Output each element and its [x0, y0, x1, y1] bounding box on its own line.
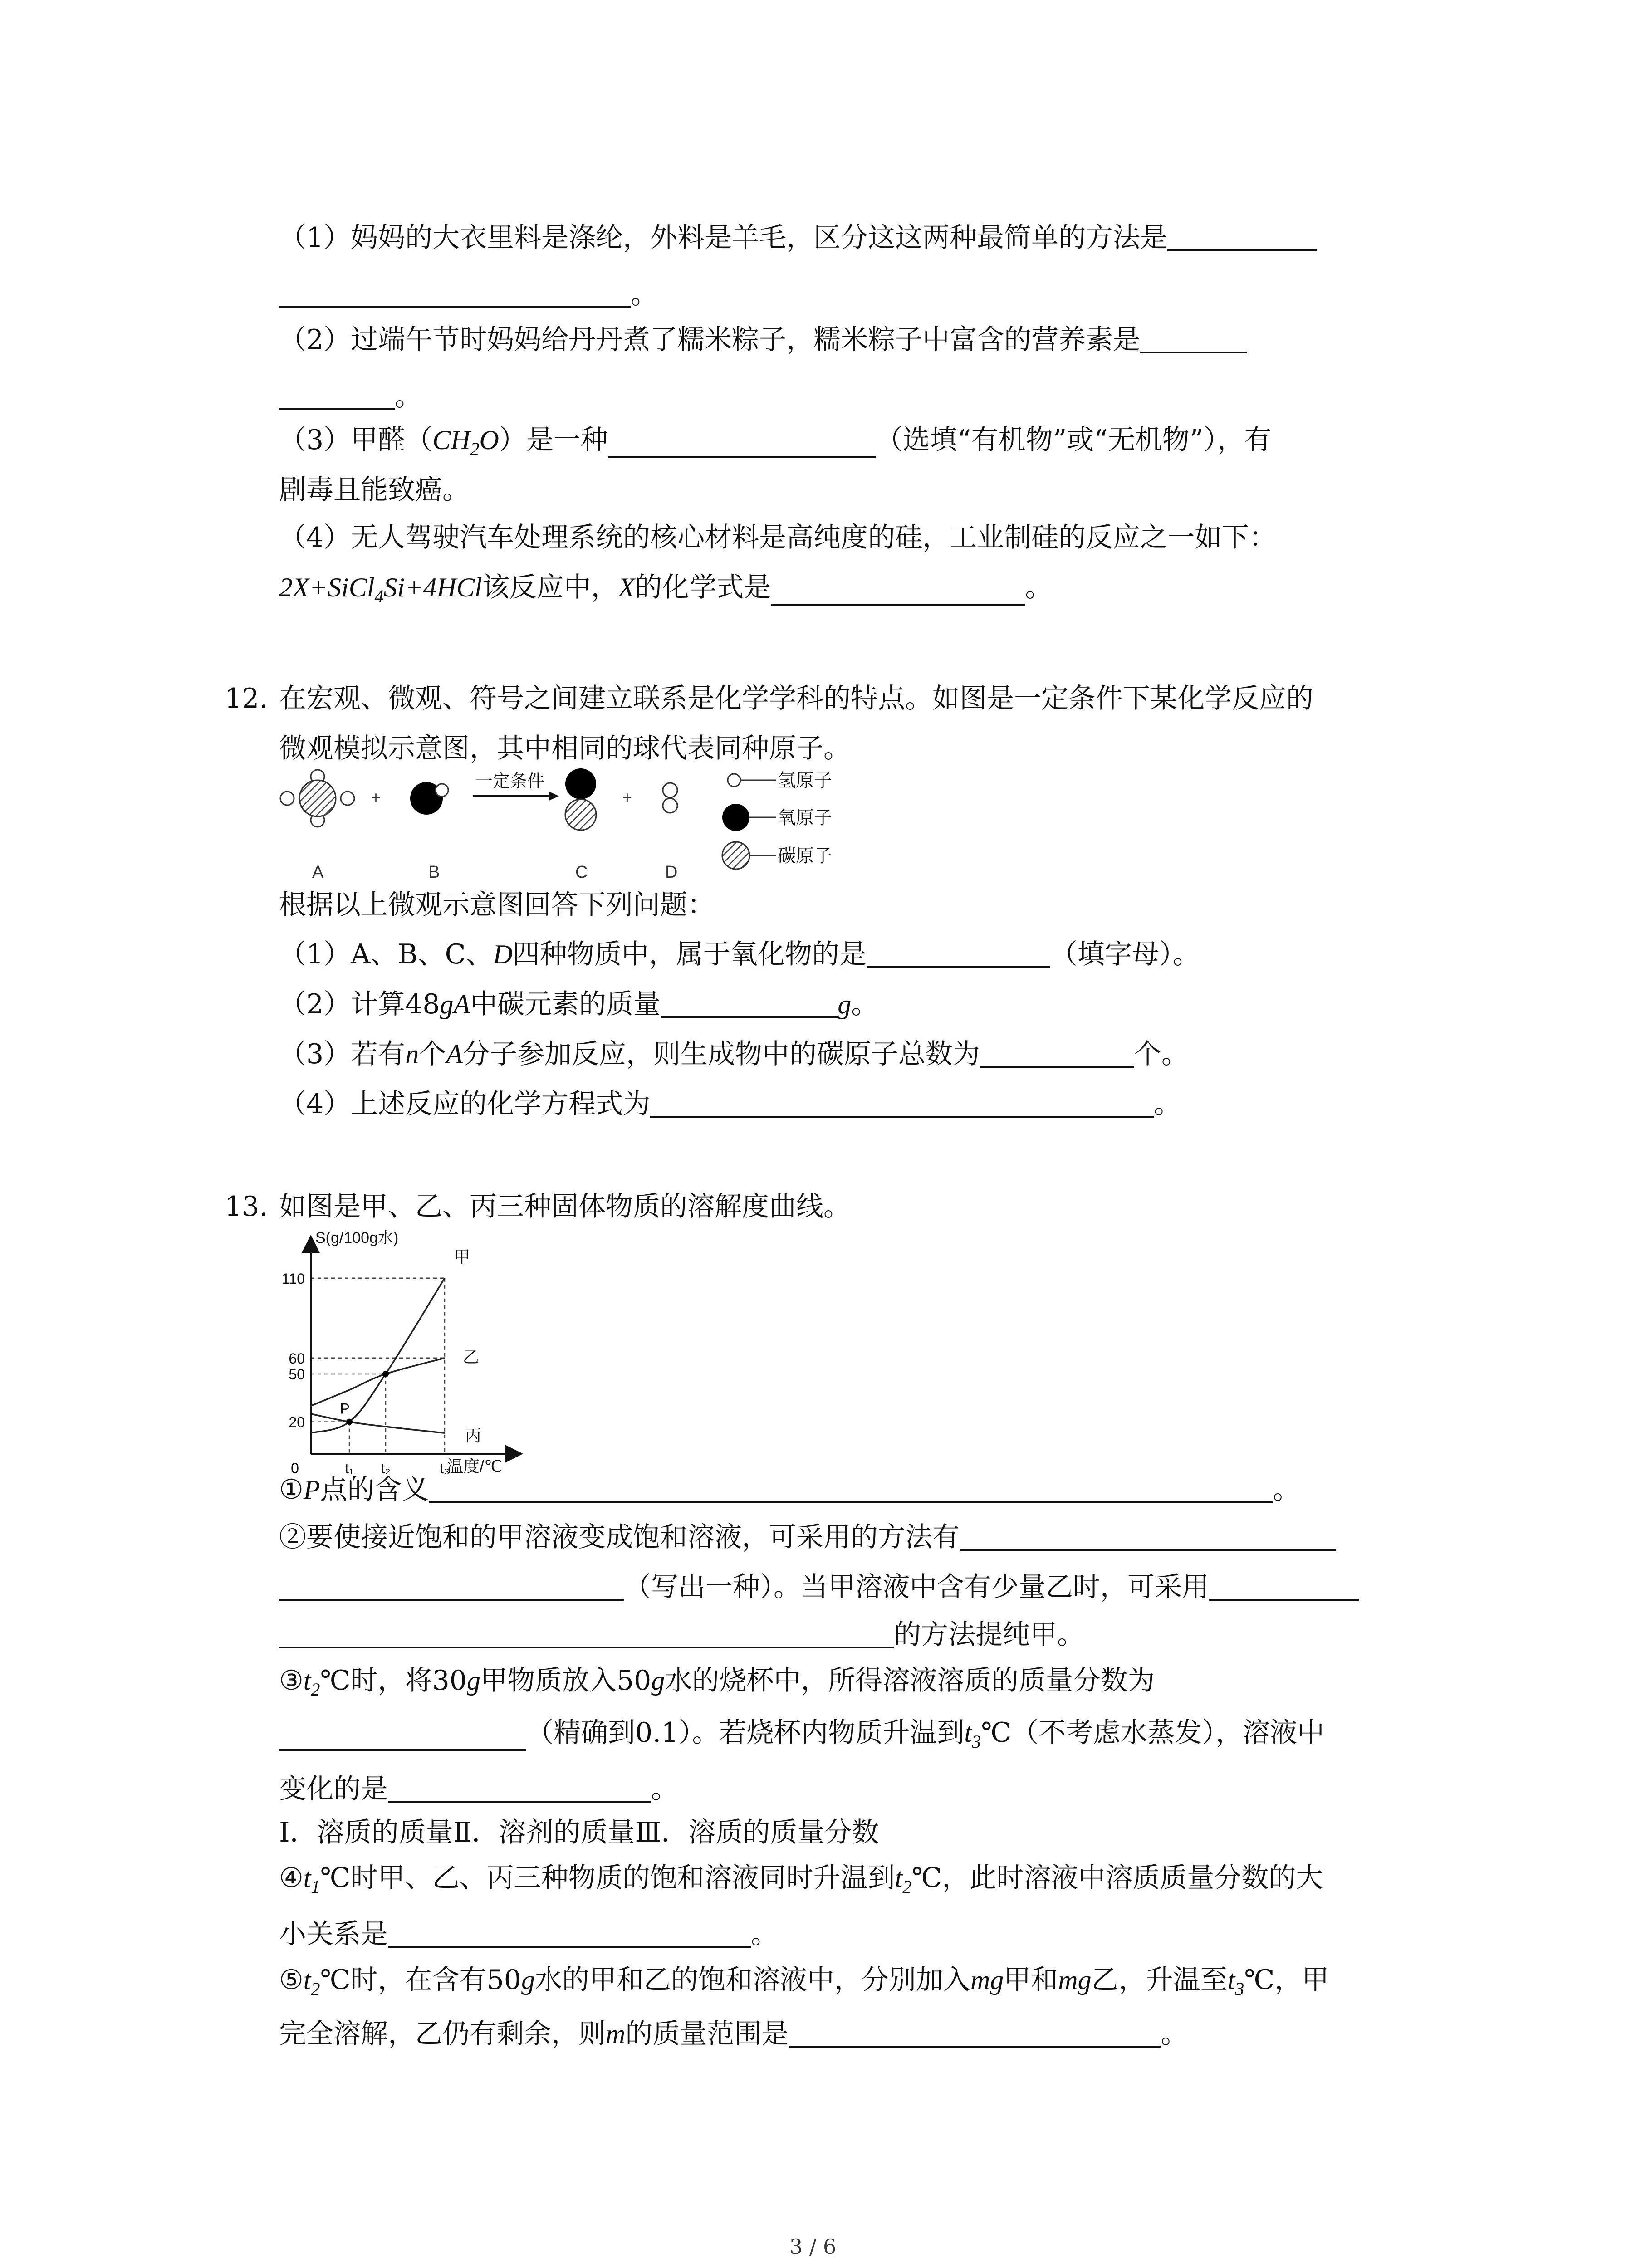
series-line-1 — [311, 1358, 445, 1406]
page-number: 3 / 6 — [789, 2234, 837, 2259]
q11-part2-cont: 。 — [279, 381, 422, 410]
label-b: B — [428, 863, 440, 882]
chart-series — [311, 1247, 481, 1445]
q12-answer-blank-3[interactable] — [980, 1039, 1134, 1068]
y-tick-20: 20 — [289, 1414, 305, 1431]
label-a: A — [312, 863, 324, 882]
solubility-chart — [272, 1229, 535, 1474]
q11-answer-blank-1a[interactable] — [1167, 222, 1317, 251]
x-axis-label: 温度/℃ — [447, 1457, 503, 1474]
reaction-condition: 一定条件 — [475, 772, 545, 791]
q12-part3: （3）若有n个A分子参加反应，则生成物中的碳原子总数为 个。 — [279, 1038, 1189, 1070]
plus-sign-1: + — [371, 788, 381, 807]
q13-sub5-cont: 完全溶解，乙仍有剩余，则m的质量范围是 。 — [279, 2018, 1188, 2050]
chart-guides — [311, 1278, 445, 1454]
q13-sub1: ①P点的含义 。 — [279, 1474, 1300, 1505]
q13-sub3-cont2: 变化的是 。 — [279, 1773, 678, 1805]
q12-answer-blank-1[interactable] — [867, 939, 1050, 968]
reaction-diagram — [272, 767, 907, 885]
legend-hydrogen: 氢原子 — [778, 771, 832, 791]
x-tick-3: t₃ — [440, 1460, 450, 1474]
q13-answer-blank-2b[interactable] — [279, 1572, 624, 1601]
q13-answer-blank-3b[interactable] — [388, 1774, 651, 1803]
legend-carbon: 碳原子 — [778, 846, 832, 866]
q13-sub2: ②要使接近饱和的甲溶液变成饱和溶液，可采用的方法有 — [279, 1522, 1336, 1551]
q13-answer-blank-2a[interactable] — [960, 1522, 1336, 1551]
q12-intro: 根据以上微观示意图回答下列问题： — [279, 889, 715, 921]
q11-answer-blank-4[interactable] — [771, 577, 1025, 606]
q11-part1-cont: 。 — [279, 279, 658, 308]
q13-sub2-cont2: 的方法提纯甲。 — [279, 1619, 1084, 1648]
q11-answer-blank-1b[interactable] — [279, 279, 631, 308]
arrow-head-icon — [549, 792, 559, 801]
q13-sub4: $④t_1℃$时甲、乙、丙三种物质的饱和溶液同时升温到$t_2℃$，此时溶液中溶质质量分数的大 — [279, 1862, 1323, 1897]
q13-sub5: $⑤t_2℃$时，在含有50g水的甲和乙的饱和溶液中，分别加入mg甲和mg乙，升温至$t_3℃$，甲 — [279, 1964, 1329, 1999]
q11-answer-blank-3[interactable] — [608, 429, 876, 458]
x-tick-0: 0 — [291, 1460, 299, 1474]
series-label-2: 丙 — [465, 1426, 482, 1445]
q11-part4: （4）无人驾驶汽车处理系统的核心材料是高纯度的硅，工业制硅的反应之一如下： — [279, 522, 1277, 553]
chart-ticks — [282, 1271, 450, 1474]
q13-answer-blank-4[interactable] — [388, 1919, 751, 1948]
y-tick-50: 50 — [289, 1366, 305, 1383]
y-axis-label: S(g/100g水) — [315, 1229, 399, 1246]
q12-part2: （2）计算48gA中碳元素的质量 g。 — [279, 988, 879, 1020]
q13-sub2-cont: （写出一种）。当甲溶液中含有少量乙时，可采用 — [279, 1572, 1359, 1601]
q13-answer-blank-2d[interactable] — [279, 1619, 894, 1648]
molecule-d — [663, 783, 677, 813]
q13-stem: 如图是甲、乙、丙三种固体物质的溶解度曲线。 — [279, 1191, 851, 1222]
q13-options: Ⅰ．溶质的质量Ⅱ．溶剂的质量Ⅲ．溶质的质量分数 — [279, 1817, 879, 1848]
q11-answer-blank-2a[interactable] — [1140, 324, 1247, 353]
diagram-legend — [722, 771, 832, 869]
molecule-a — [280, 770, 354, 827]
series-label-0: 甲 — [454, 1247, 470, 1266]
q11-part3-cont: 剧毒且能致癌。 — [279, 474, 470, 506]
q11-part4-cont: 2X+SiCl$_4$Si+4HCl该反应中，X的化学式是 。 — [279, 572, 1053, 606]
q12-part1: （1）A、B、C、D四种物质中，属于氧化物的是 （填字母）。 — [279, 938, 1200, 970]
q11-answer-blank-2b[interactable] — [279, 381, 395, 410]
q13-answer-blank-1[interactable] — [429, 1474, 1273, 1503]
q13-answer-blank-2c[interactable] — [1209, 1572, 1359, 1601]
q13-answer-blank-3a[interactable] — [279, 1722, 526, 1751]
q12-stem-line1: 在宏观、微观、符号之间建立联系是化学学科的特点。如图是一定条件下某化学反应的 — [279, 683, 1313, 714]
q12-answer-blank-2[interactable] — [661, 989, 838, 1018]
label-d: D — [665, 863, 678, 882]
plus-sign-2: + — [622, 788, 632, 807]
y-tick-60: 60 — [289, 1350, 305, 1367]
point-t2-intersection — [382, 1371, 389, 1377]
x-tick-1: t₁ — [345, 1460, 354, 1474]
q11-part1: （1）妈妈的大衣里料是涤纶，外料是羊毛，区分这这两种最简单的方法是 — [279, 222, 1317, 251]
point-p — [346, 1419, 353, 1425]
label-c: C — [575, 863, 588, 882]
q12-part4: （4）上述反应的化学方程式为 。 — [279, 1088, 1181, 1120]
q12-answer-blank-4[interactable] — [650, 1089, 1154, 1118]
q11-part2: （2）过端午节时妈妈给丹丹煮了糯米粽子，糯米粽子中富含的营养素是 — [279, 324, 1247, 353]
molecule-c — [565, 768, 596, 830]
q13-sub4-cont: 小关系是 。 — [279, 1918, 778, 1950]
y-tick-110: 110 — [281, 1270, 305, 1287]
point-p-label: P — [340, 1400, 350, 1417]
q13-sub3: $③t_2℃$时，将30g甲物质放入50g水的烧杯中，所得溶液溶质的质量分数为 — [279, 1665, 1155, 1700]
q13-number: 13. — [225, 1191, 268, 1222]
legend-oxygen: 氧原子 — [778, 808, 832, 828]
q12-number: 12. — [225, 683, 268, 714]
q11-part3: （3）甲醛$(CH_2O)$是一种 （选填“有机物”或“无机物”），有 — [279, 424, 1272, 459]
series-label-1: 乙 — [463, 1347, 480, 1366]
molecule-b — [410, 782, 448, 815]
q13-sub3-cont: （精确到0.1）。若烧杯内物质升温到$t_3℃$（不考虑水蒸发），溶液中 — [279, 1719, 1324, 1751]
x-tick-2: t₂ — [381, 1460, 391, 1474]
q13-answer-blank-5[interactable] — [789, 2019, 1161, 2048]
q12-stem-line2: 微观模拟示意图，其中相同的球代表同种原子。 — [279, 733, 851, 764]
series-line-0 — [311, 1278, 445, 1433]
